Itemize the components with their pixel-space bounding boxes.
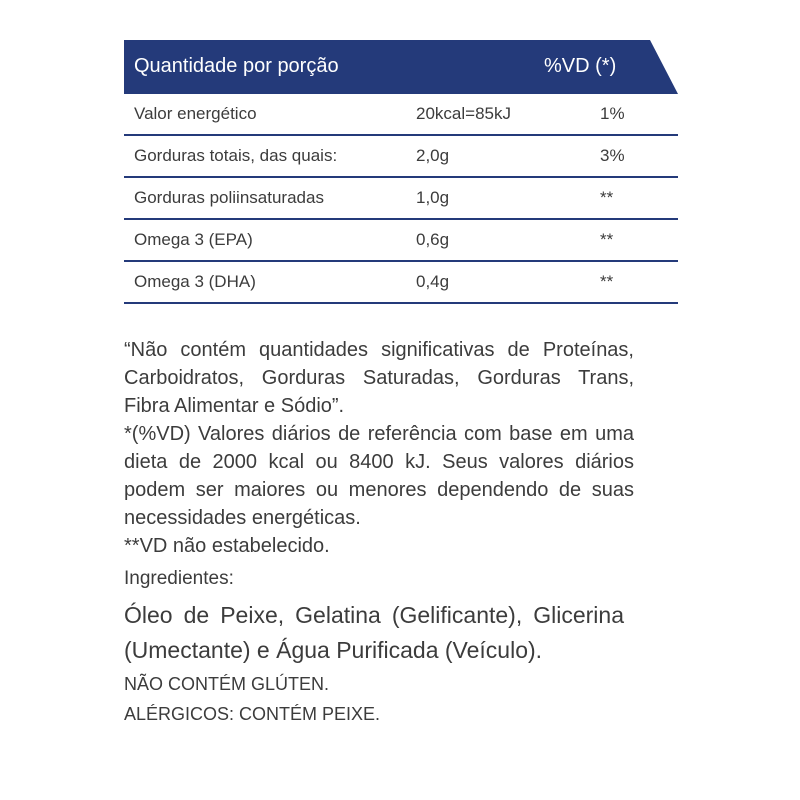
row-vd: 1%: [600, 104, 625, 123]
row-quantity: 0,4g: [416, 272, 450, 291]
ingredients-list: Óleo de Peixe, Gelatina (Gelificante), Glicerina (Umectante) e Água Purificada (Veículo).: [124, 602, 624, 663]
table-row: [124, 136, 678, 178]
nutrition-table: [124, 40, 678, 304]
table-row: [124, 262, 678, 304]
not-significant-note: “Não contém quantidades significativas de Proteínas, Carboidratos, Gorduras Saturadas, Gorduras Trans, Fibra Alimentar e Sódio”.: [124, 339, 634, 417]
row-vd: **: [600, 230, 614, 249]
row-name: Omega 3 (DHA): [134, 272, 256, 291]
allergen-notice: ALÉRGICOS: CONTÉM PEIXE.: [124, 704, 381, 724]
gluten-notice: NÃO CONTÉM GLÚTEN.: [124, 674, 330, 694]
row-quantity: 1,0g: [416, 188, 450, 207]
row-name: Gorduras poliinsaturadas: [134, 188, 324, 207]
row-vd: 3%: [600, 146, 625, 165]
row-name: Valor energético: [134, 104, 257, 123]
nutrition-notes: [124, 336, 634, 560]
row-name: Gorduras totais, das quais:: [134, 146, 338, 165]
ingredients-section: [124, 566, 624, 728]
row-quantity: 2,0g: [416, 146, 450, 165]
row-quantity: 20kcal=85kJ: [416, 104, 511, 123]
table-row: [124, 94, 678, 136]
row-vd: **: [600, 188, 614, 207]
row-vd: **: [600, 272, 614, 291]
row-quantity: 0,6g: [416, 230, 450, 249]
row-name: Omega 3 (EPA): [134, 230, 253, 249]
vd-not-established-note: **VD não estabelecido.: [124, 535, 330, 557]
vd-reference-note: *(%VD) Valores diários de referência com base em uma dieta de 2000 kcal ou 8400 kJ. Seus valores diários podem ser maiores ou menores dependendo de suas necessidades energéticas.: [124, 423, 634, 529]
ingredients-title: Ingredientes:: [124, 568, 234, 589]
table-row: [124, 220, 678, 262]
header-vd-label: %VD (*): [544, 55, 617, 77]
table-header: [124, 40, 678, 94]
header-quantity-label: Quantidade por porção: [134, 55, 339, 77]
table-row: [124, 178, 678, 220]
